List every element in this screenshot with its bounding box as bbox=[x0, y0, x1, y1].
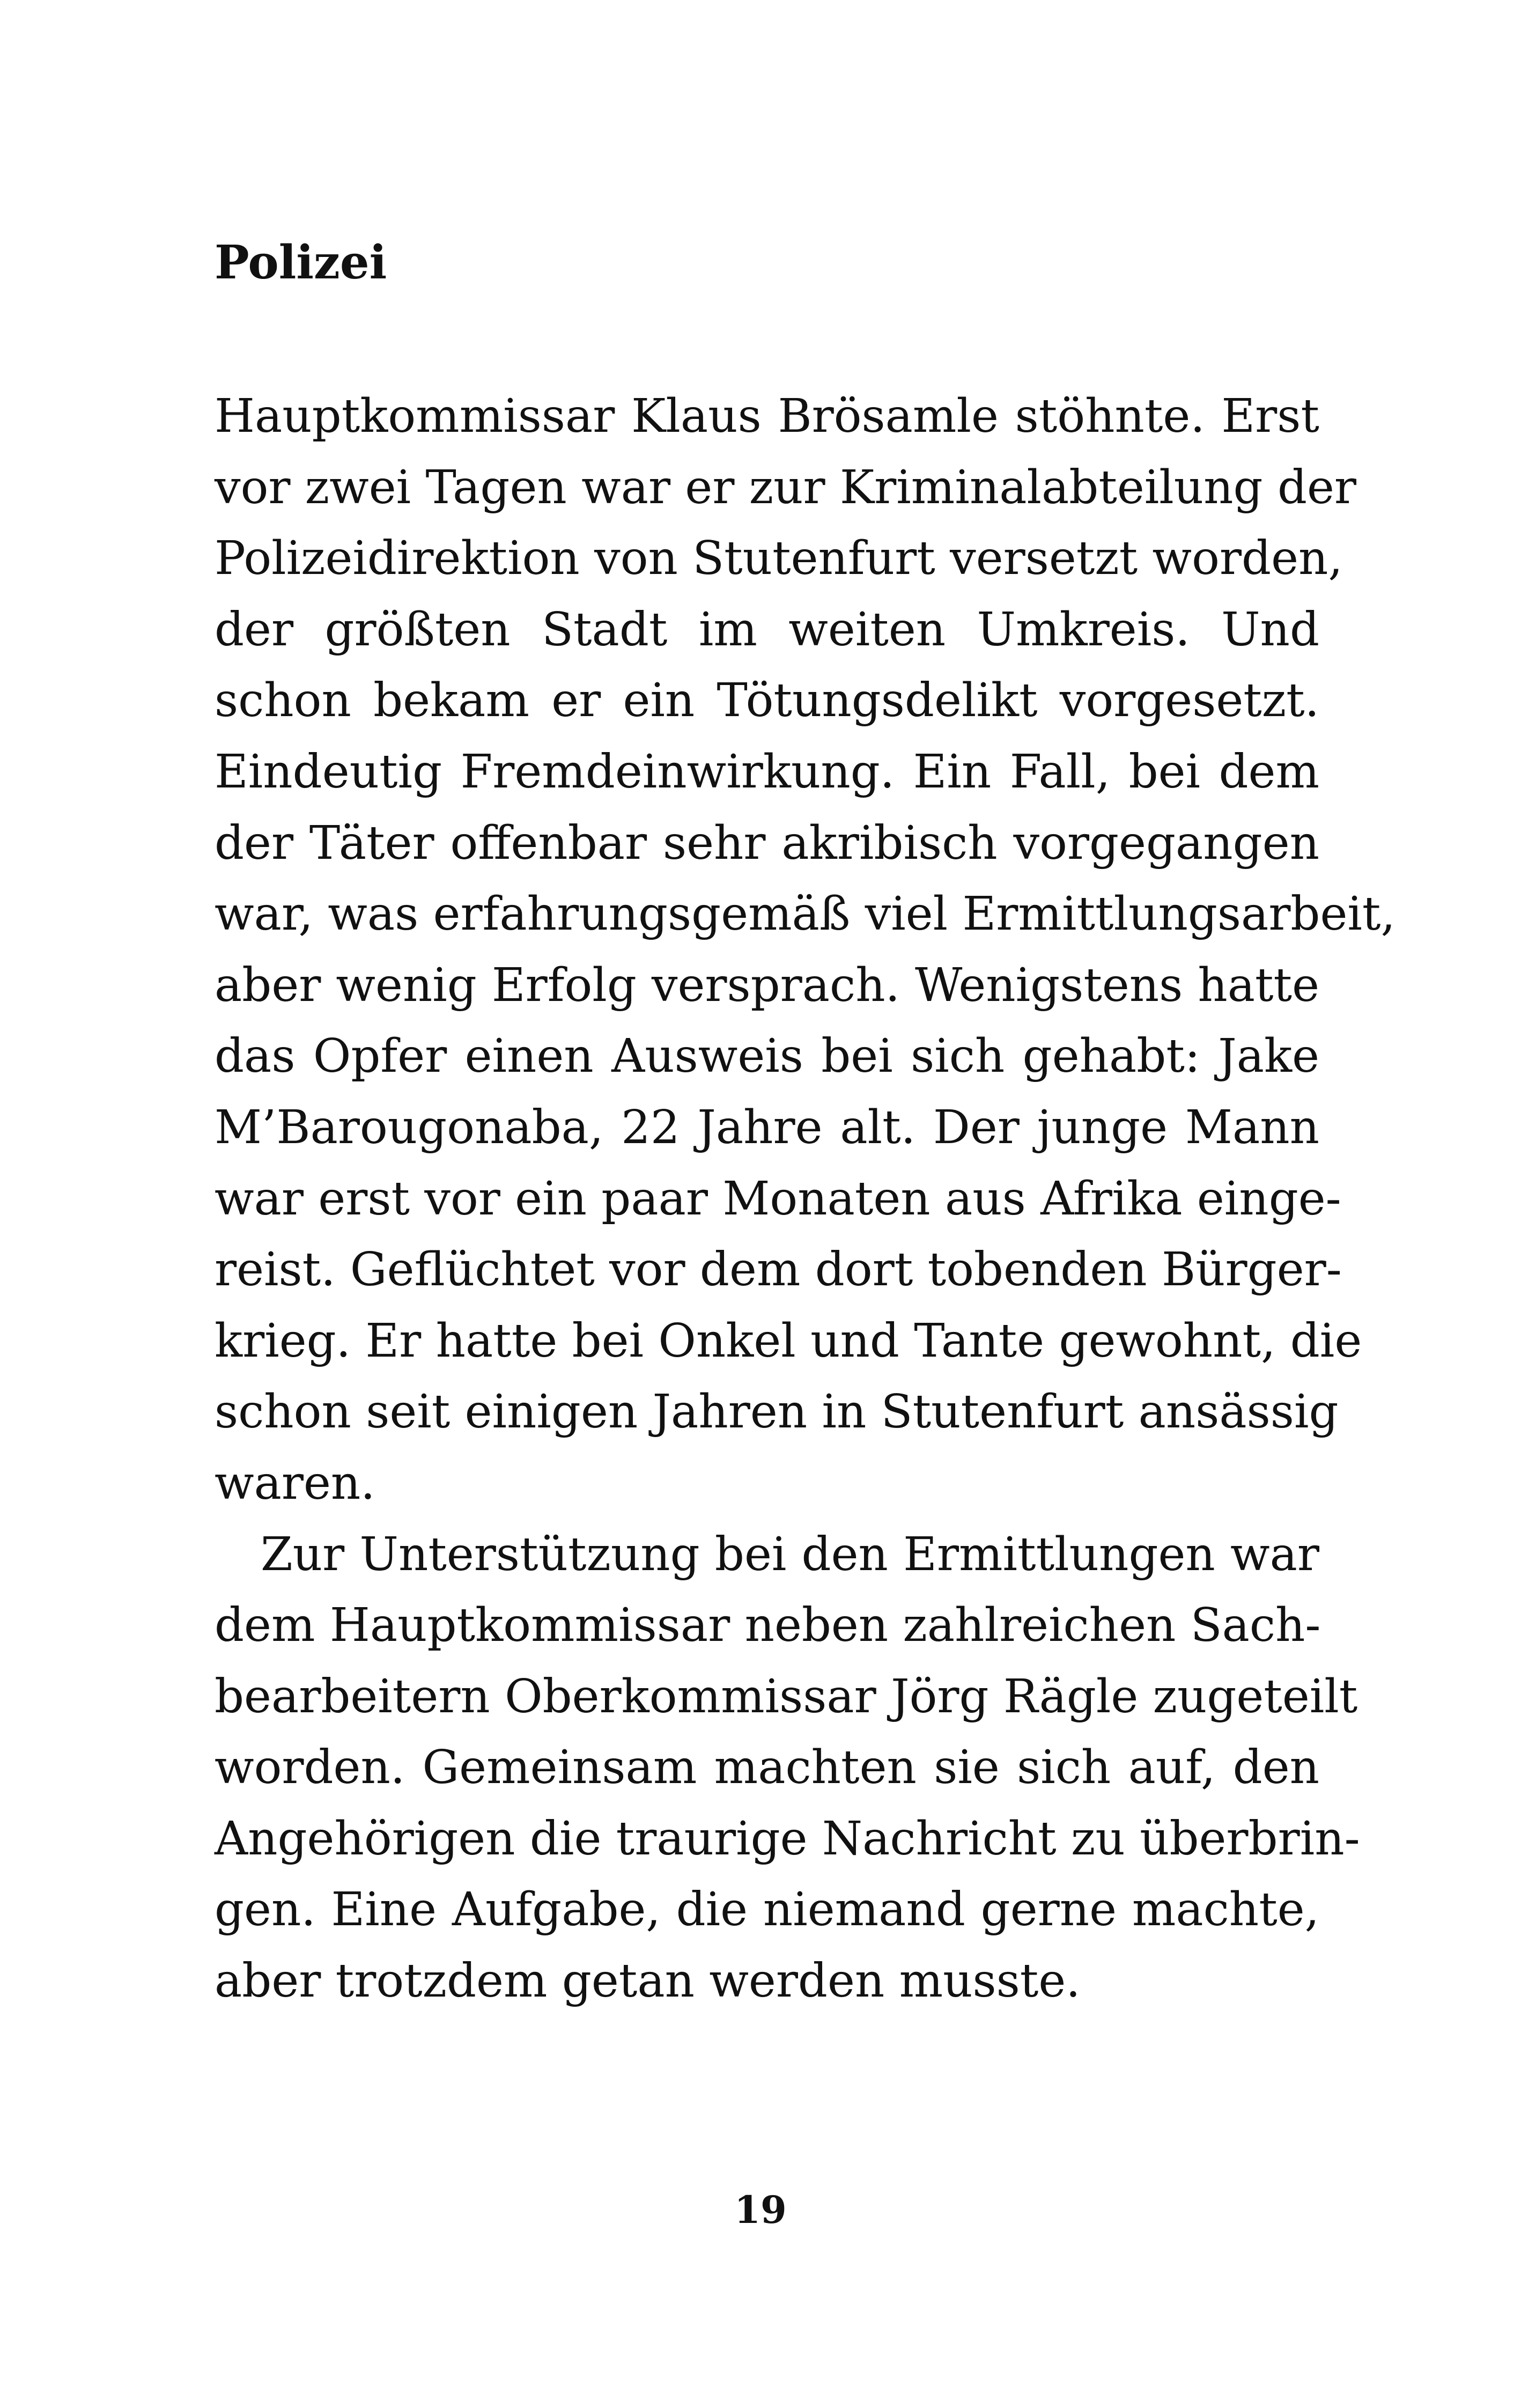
text-line: Eindeutig Fremdeinwirkung. Ein Fall, bei dem bbox=[215, 745, 1319, 799]
text-line: vor zwei Tagen war er zur Kriminalabteilung der bbox=[215, 460, 1357, 514]
chapter-title: Polizei bbox=[215, 235, 387, 290]
text-line: schon seit einigen Jahren in Stutenfurt ansässig bbox=[215, 1385, 1339, 1439]
text-line: war erst vor ein paar Monaten aus Afrika einge- bbox=[215, 1172, 1341, 1226]
body-text bbox=[215, 381, 1396, 2017]
text-line: der Täter offenbar sehr akribisch vorgegangen bbox=[215, 816, 1319, 870]
text-line: der größten Stadt im weiten Umkreis. Und bbox=[215, 602, 1319, 657]
text-line: war, was erfahrungsgemäß viel Ermittlungsarbeit, bbox=[215, 887, 1396, 941]
text-line: M’Barougonaba, 22 Jahre alt. Der junge Mann bbox=[215, 1100, 1319, 1154]
text-line: aber trotzdem getan werden musste. bbox=[215, 1954, 1081, 2008]
text-line: schon bekam er ein Tötungsdelikt vorgesetzt. bbox=[215, 674, 1319, 728]
text-line: Polizeidirektion von Stutenfurt versetzt worden, bbox=[215, 532, 1343, 586]
text-line: Zur Unterstützung bei den Ermittlungen war bbox=[261, 1527, 1319, 1581]
text-line: dem Hauptkommissar neben zahlreichen Sach- bbox=[215, 1599, 1321, 1653]
text-line: aber wenig Erfolg versprach. Wenigstens hatte bbox=[215, 958, 1319, 1012]
text-line: Angehörigen die traurige Nachricht zu überbrin- bbox=[215, 1811, 1360, 1866]
text-line: gen. Eine Aufgabe, die niemand gerne machte, bbox=[215, 1883, 1319, 1937]
text-line: das Opfer einen Ausweis bei sich gehabt: Jake bbox=[215, 1029, 1319, 1084]
text-line: Hauptkommissar Klaus Brösamle stöhnte. Erst bbox=[215, 389, 1319, 443]
text-line: waren. bbox=[215, 1456, 375, 1510]
text-line: bearbeitern Oberkommissar Jörg Rägle zugeteilt bbox=[215, 1669, 1358, 1724]
page-number: 19 bbox=[734, 2188, 787, 2232]
text-line: krieg. Er hatte bei Onkel und Tante gewohnt, die bbox=[215, 1314, 1362, 1368]
text-line: worden. Gemeinsam machten sie sich auf, den bbox=[215, 1741, 1319, 1795]
text-line: reist. Geflüchtet vor dem dort tobenden Bürger- bbox=[215, 1243, 1342, 1297]
